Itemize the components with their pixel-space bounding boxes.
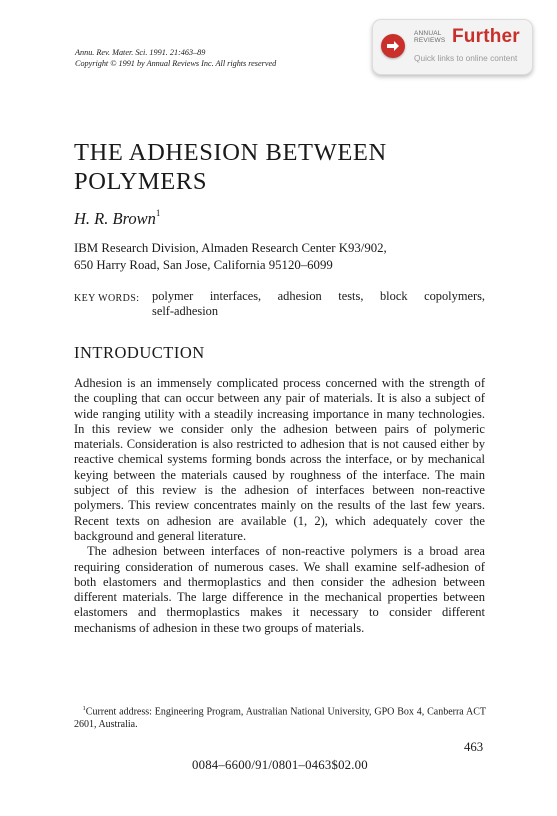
- article-title: [74, 138, 387, 196]
- title-line-2: POLYMERS: [74, 168, 208, 195]
- paragraph-2: The adhesion between interfaces of non-reactive polymers is a broad area requiring consideration of numerous cases. We shall examine self-adhesion of both elastomers and thermoplastics and then consider the adhesion between different materials. The large difference in the mechanical properties between elastomers and thermoplastics makes it necessary to consider different mechanisms of adhesion in these two groups of materials.: [74, 544, 485, 635]
- page-number: 463: [464, 740, 484, 754]
- body-text: [74, 376, 485, 636]
- footnote: [74, 702, 486, 731]
- affiliation-line-2: 650 Harry Road, San Jose, California 95120–6099: [74, 258, 333, 272]
- badge-brand: [414, 30, 445, 44]
- arrow-icon: [381, 34, 405, 58]
- keywords-label: KEY WORDS:: [74, 293, 140, 304]
- badge-brand-line-1: ANNUAL: [414, 30, 442, 37]
- badge-brand-line-2: REVIEWS: [414, 37, 446, 44]
- author-name: H. R. Brown: [74, 209, 156, 228]
- author: [74, 209, 160, 229]
- section-heading: INTRODUCTION: [74, 343, 205, 362]
- badge-subtitle: Quick links to online content: [414, 53, 518, 63]
- journal-line-2: Copyright © 1991 by Annual Reviews Inc. All rights reserved: [75, 59, 277, 68]
- journal-citation: [75, 47, 276, 69]
- journal-line-1: Annu. Rev. Mater. Sci. 1991. 21:463–89: [75, 48, 206, 57]
- footnote-mark: 1: [82, 705, 86, 712]
- article-code: 0084–6600/91/0801–0463$02.00: [192, 758, 368, 772]
- keywords-line-1: polymer interfaces, adhesion tests, block copolymers,: [152, 289, 485, 303]
- affiliation-line-1: IBM Research Division, Almaden Research Center K93/902,: [74, 241, 387, 255]
- title-line-1: THE ADHESION BETWEEN: [74, 139, 387, 166]
- author-footnote-mark: 1: [155, 208, 161, 218]
- keywords-line-2: self-adhesion: [152, 304, 219, 318]
- paragraph-1: Adhesion is an immensely complicated process concerned with the strength of the coupling that can occur between any pair of materials. It is also a subject of wide ranging utility with a steadily increasing importance in many technologies. In this review we consider only the adhesion between pairs of polymeric materials. Consideration is also restricted to adhesion that is not caused either by reactive chemical systems forming bonds across the interface, or by mechanical keying between the materials caused by roughness of the interface. The main subject of this review is the adhesion of interfaces between non-reactive polymers. This review concentrates mainly on the results of the last few years. Recent texts on adhesion are available (1, 2), which adequately cover the background and general literature.: [74, 376, 485, 543]
- affiliation: [74, 240, 387, 274]
- further-reviews-badge[interactable]: [372, 19, 533, 75]
- badge-title: Further: [452, 26, 520, 47]
- footnote-text: Current address: Engineering Program, Australian National University, GPO Box 4, Canberra ACT 2601, Australia.: [74, 706, 487, 731]
